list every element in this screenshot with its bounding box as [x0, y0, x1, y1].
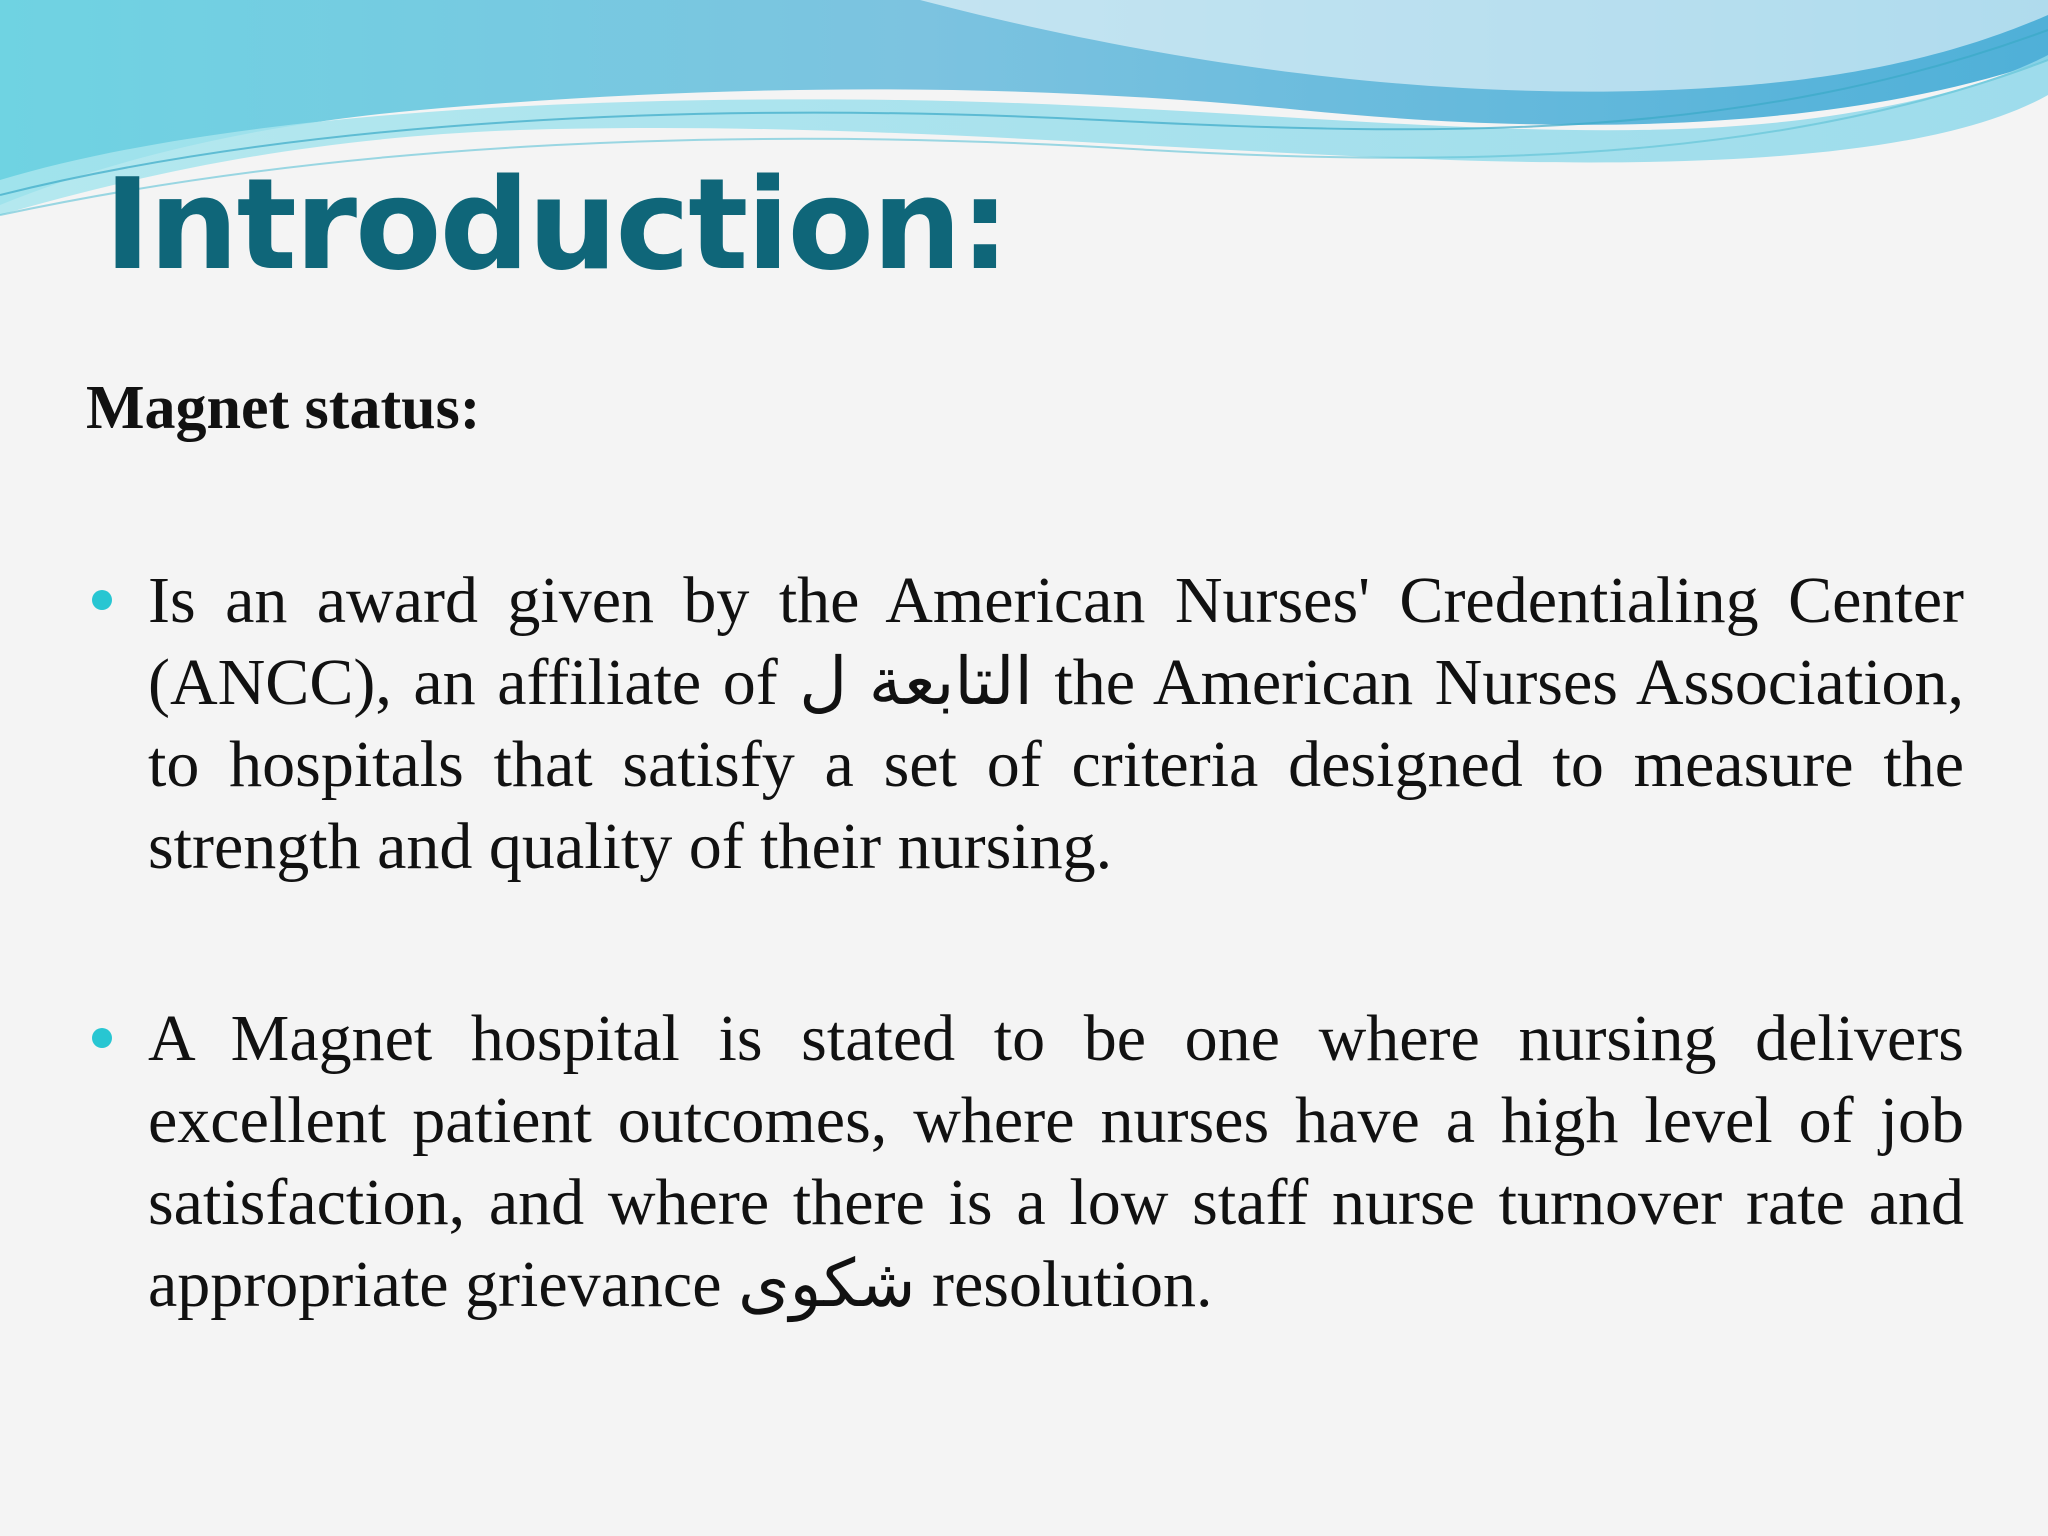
- bullet-dot-icon: [92, 1028, 112, 1048]
- page-title: Introduction:: [104, 151, 1009, 298]
- bullet-list: [88, 560, 1964, 1436]
- bullet-text: A Magnet hospital is stated to be one where nursing delivers excellent patient outcomes, where nurses have a high level of job satisfaction, and where there is a low staff nurse turnover rate and appropriate grievance شكوى resolution.: [148, 1002, 1964, 1321]
- section-subtitle: Magnet status:: [86, 374, 481, 442]
- list-item: [88, 998, 1964, 1326]
- list-item: [88, 560, 1964, 888]
- bullet-text: Is an award given by the American Nurses' Credentialing Center (ANCC), an affiliate of التابعة ل the American Nurses Association, to hospitals that satisfy a set of criteria designed to measure the strength and quality of their nursing.: [148, 564, 1964, 883]
- bullet-dot-icon: [92, 590, 112, 610]
